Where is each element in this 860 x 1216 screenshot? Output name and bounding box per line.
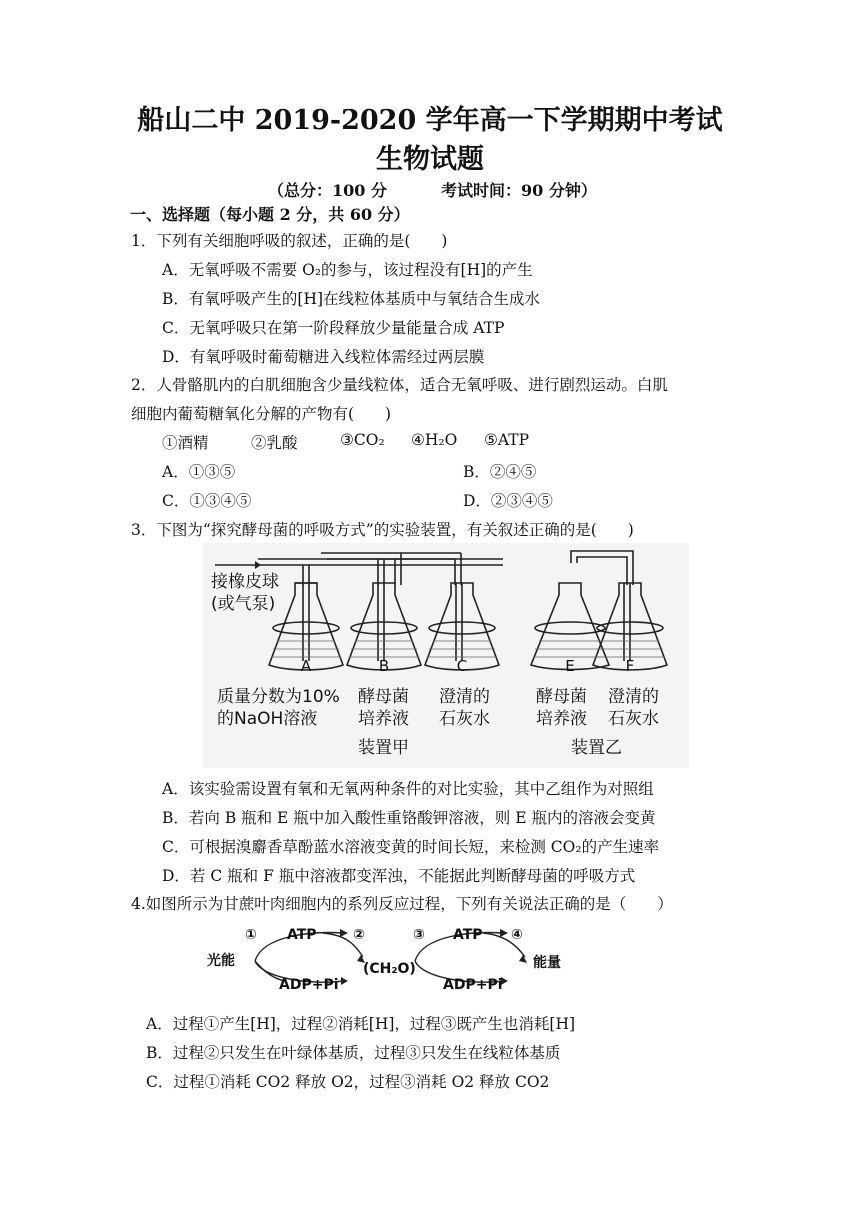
caption-b-line2: 培养液 xyxy=(358,709,409,729)
question-2-stem-line1: 2．人骨骼肌内的白肌细胞含少量线粒体，适合无氧呼吸、进行剧烈运动。白肌 xyxy=(131,376,668,394)
question-1-option-a: A．无氧呼吸不需要 O₂的参与，该过程没有[H]的产生 xyxy=(162,261,533,279)
question-3-stem: 3．下图为“探究酵母菌的呼吸方式”的实验装置，有关叙述正确的是( ) xyxy=(131,521,634,539)
question-2-item-4: ④H₂O xyxy=(411,431,458,449)
atp-label-right: ATP xyxy=(453,927,483,943)
process-4-label: ④ xyxy=(511,927,523,943)
process-2-label: ② xyxy=(353,927,365,943)
question-4-option-c: C．过程①消耗 CO2 释放 O2，过程③消耗 O2 释放 CO2 xyxy=(146,1073,550,1091)
caption-e-line1: 酵母菌 xyxy=(536,687,587,707)
total-score: （总分：100 分 xyxy=(268,181,387,200)
caption-c-line1: 澄清的 xyxy=(439,687,490,707)
question-2-item-3: ③CO₂ xyxy=(340,431,385,449)
caption-f-line2: 石灰水 xyxy=(608,709,659,729)
question-2-item-5: ⑤ATP xyxy=(484,431,530,449)
process-3-label: ③ xyxy=(413,927,425,943)
light-energy-label: 光能 xyxy=(207,953,235,969)
ch2o-label: (CH₂O) xyxy=(363,961,416,977)
question-1-stem: 1．下列有关细胞呼吸的叙述，正确的是( ) xyxy=(131,232,448,250)
atp-label-left: ATP xyxy=(287,927,317,943)
adp-label-right: ADP+Pi xyxy=(443,977,503,993)
adp-label-left: ADP+Pi xyxy=(279,977,339,993)
caption-c-line2: 石灰水 xyxy=(439,709,490,729)
question-2-stem-line2: 细胞内葡萄糖氧化分解的产物有( ) xyxy=(131,405,392,423)
question-2-option-c: C．①③④⑤ xyxy=(162,492,252,510)
question-4-stem: 4.如图所示为甘蔗叶肉细胞内的系列反应过程，下列有关说法正确的是（ ） xyxy=(131,895,673,913)
exam-time: 考试时间：90 分钟） xyxy=(441,181,597,200)
flask-label-e: E xyxy=(565,657,575,675)
setup-yi-label: 装置乙 xyxy=(571,738,622,758)
question-3-option-b: B．若向 B 瓶和 E 瓶中加入酸性重铬酸钾溶液，则 E 瓶内的溶液会变黄 xyxy=(162,809,656,827)
caption-b-line1: 酵母菌 xyxy=(358,687,409,707)
caption-a-line2: 的NaOH溶液 xyxy=(217,709,318,729)
flask-label-f: F xyxy=(625,657,635,675)
question-4-option-a: A．过程①产生[H]，过程②消耗[H]，过程③既产生也消耗[H] xyxy=(146,1015,576,1033)
energy-conversion-diagram xyxy=(203,921,573,993)
question-1-option-c: C．无氧呼吸只在第一阶段释放少量能量合成 ATP xyxy=(162,319,505,337)
question-3-option-d: D．若 C 瓶和 F 瓶中溶液都变浑浊，不能据此判断酵母菌的呼吸方式 xyxy=(162,867,636,885)
question-1-option-b: B．有氧呼吸产生的[H]在线粒体基质中与氧结合生成水 xyxy=(162,290,541,308)
process-1-label: ① xyxy=(245,927,257,943)
question-4-option-b: B．过程②只发生在叶绿体基质，过程③只发生在线粒体基质 xyxy=(146,1044,561,1062)
question-2-option-b: B．②④⑤ xyxy=(463,463,537,481)
question-3-option-c: C．可根据溴麝香草酚蓝水溶液变黄的时间长短，来检测 CO₂的产生速率 xyxy=(162,838,660,856)
section-heading: 一、选择题（每小题 2 分，共 60 分） xyxy=(130,205,410,224)
setup-jia-label: 装置甲 xyxy=(358,738,409,758)
energy-label: 能量 xyxy=(533,955,561,971)
question-3-option-a: A．该实验需设置有氧和无氧两种条件的对比实验，其中乙组作为对照组 xyxy=(162,780,654,798)
flask-label-c: C xyxy=(456,657,468,675)
page-subtitle: 生物试题 xyxy=(376,144,484,175)
question-2-option-a: A．①③⑤ xyxy=(162,463,236,481)
caption-f-line1: 澄清的 xyxy=(608,687,659,707)
flask-label-a: A xyxy=(300,657,312,675)
question-1-option-d: D．有氧呼吸时葡萄糖进入线粒体需经过两层膜 xyxy=(162,348,485,366)
pump-label-line1: 接橡皮球 xyxy=(211,572,279,592)
flask-label-b: B xyxy=(378,657,390,675)
yeast-respiration-apparatus-figure xyxy=(203,543,689,768)
question-2-option-d: D．②③④⑤ xyxy=(463,492,553,510)
question-2-item-2: ②乳酸 xyxy=(251,434,298,452)
page-title: 船山二中 2019-2020 学年高一下学期期中考试 xyxy=(137,105,723,136)
caption-e-line2: 培养液 xyxy=(536,709,587,729)
caption-a-line1: 质量分数为10% xyxy=(217,687,340,707)
pump-label-line2: (或气泵) xyxy=(211,594,276,614)
question-2-item-1: ①酒精 xyxy=(162,434,209,452)
